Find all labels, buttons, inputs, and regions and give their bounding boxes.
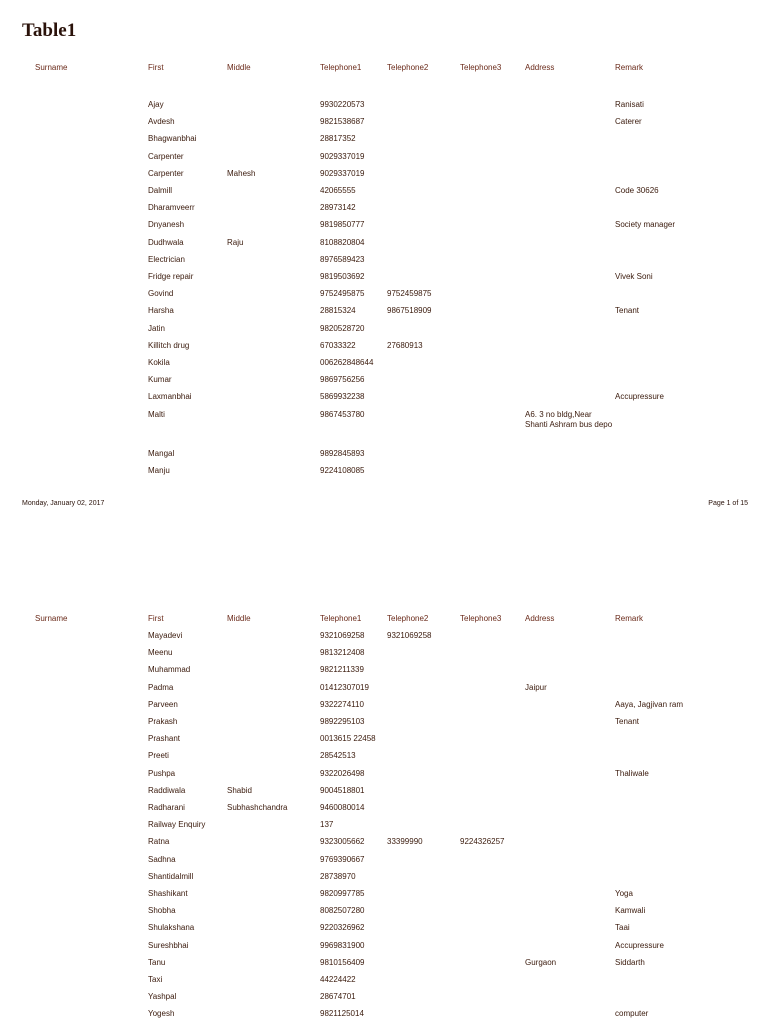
cell-remark: Accupressure — [615, 392, 664, 402]
column-header-address: Address — [525, 63, 555, 72]
cell-telephone1: 9869756256 — [320, 375, 365, 385]
cell-telephone2: 27680913 — [387, 340, 423, 350]
cell-telephone1: 9029337019 — [320, 168, 365, 178]
cell-first: Jatin — [148, 323, 165, 333]
cell-remark: Yoga — [615, 889, 633, 898]
cell-first: Electrician — [148, 254, 185, 264]
cell-first: Malti — [148, 409, 165, 419]
table-row — [0, 304, 768, 318]
cell-first: Killitch drug — [148, 340, 190, 350]
table-row — [0, 853, 768, 867]
cell-telephone1: 9819503692 — [320, 272, 365, 281]
table-row — [0, 698, 768, 712]
cell-telephone2: 9321069258 — [387, 631, 432, 640]
table-row — [0, 801, 768, 815]
footer-page-number: Page 1 of 15 — [708, 500, 748, 507]
cell-first: Dudhwala — [148, 237, 184, 247]
cell-telephone1: 9821125014 — [320, 1009, 364, 1019]
column-header-row — [0, 612, 768, 626]
cell-telephone1: 8082507280 — [320, 906, 365, 916]
table-row — [0, 956, 768, 970]
cell-remark: Siddarth — [615, 957, 645, 967]
cell-telephone1: 9820528720 — [320, 323, 365, 333]
table-row — [0, 887, 768, 901]
cell-telephone3: 9224326257 — [460, 837, 505, 847]
cell-telephone1: 9321069258 — [320, 631, 365, 640]
cell-telephone1: 9769390667 — [320, 854, 365, 864]
cell-first: Raddiwala — [148, 785, 186, 795]
cell-remark: Caterer — [615, 117, 642, 127]
cell-telephone1: 9460080014 — [320, 803, 365, 812]
cell-telephone1: 9969831900 — [320, 940, 365, 950]
cell-telephone1: 9322026498 — [320, 768, 365, 778]
cell-telephone2: 33399990 — [387, 837, 423, 847]
cell-first: Preeti — [148, 751, 169, 761]
cell-first: Radharani — [148, 803, 185, 812]
cell-telephone1: 9813212408 — [320, 648, 365, 658]
table-row — [0, 681, 768, 695]
cell-telephone1: 006262848644 — [320, 358, 374, 367]
table-row — [0, 236, 768, 250]
cell-remark: computer — [615, 1009, 649, 1019]
cell-remark: Tenant — [615, 717, 640, 726]
cell-remark: Thaliwale — [615, 768, 649, 778]
cell-remark: Code 30626 — [615, 186, 659, 195]
table-row — [0, 167, 768, 181]
table-row — [0, 921, 768, 935]
cell-telephone1: 9752495875 — [320, 289, 365, 299]
column-header-first: First — [148, 614, 164, 623]
table-row — [0, 218, 768, 232]
cell-first: Tanu — [148, 957, 166, 967]
table-row — [0, 973, 768, 987]
cell-first: Kumar — [148, 375, 172, 385]
cell-telephone1: 9821538687 — [320, 117, 365, 127]
cell-telephone1: 44224422 — [320, 975, 356, 984]
cell-telephone1: 28674701 — [320, 992, 356, 1002]
table-row — [0, 749, 768, 763]
cell-first: Muhammad — [148, 665, 191, 675]
cell-first: Pushpa — [148, 768, 176, 778]
cell-telephone1: 9892295103 — [320, 717, 365, 726]
table-row — [0, 784, 768, 798]
table-row — [0, 408, 768, 429]
cell-first: Railway Enquiry — [148, 820, 206, 830]
cell-telephone1: 9322274110 — [320, 699, 364, 709]
cell-middle: Raju — [227, 237, 244, 247]
cell-first: Mangal — [148, 449, 175, 458]
cell-first: Carpenter — [148, 151, 184, 161]
cell-remark: Accupressure — [615, 940, 664, 950]
cell-first: Shantidalmill — [148, 871, 194, 881]
cell-first: Yashpal — [148, 992, 177, 1002]
cell-telephone1: 9220326962 — [320, 923, 365, 933]
cell-telephone1: 9224108085 — [320, 466, 365, 475]
table-row — [0, 373, 768, 387]
cell-first: Padma — [148, 682, 174, 692]
column-header-address: Address — [525, 614, 555, 623]
cell-first: Manju — [148, 466, 170, 475]
column-header-telephone2: Telephone2 — [387, 614, 429, 623]
table-row — [0, 629, 768, 643]
table-row — [0, 287, 768, 301]
cell-telephone1: 8108820804 — [320, 237, 365, 247]
column-header-telephone2: Telephone2 — [387, 63, 429, 72]
cell-first: Mayadevi — [148, 631, 183, 640]
cell-telephone1: 9892845893 — [320, 449, 365, 458]
table-row — [0, 132, 768, 146]
column-header-surname: Surname — [35, 614, 68, 623]
table-row — [0, 339, 768, 353]
table-row — [0, 646, 768, 660]
cell-telephone1: 28542513 — [320, 751, 356, 761]
column-header-remark: Remark — [615, 614, 644, 623]
cell-first: Prakash — [148, 717, 178, 726]
cell-remark: Aaya, Jagjivan ram — [615, 699, 684, 709]
cell-telephone2: 9867518909 — [387, 306, 432, 316]
table-row — [0, 322, 768, 336]
cell-telephone1: 9810156409 — [320, 957, 365, 967]
cell-telephone1: 28815324 — [320, 306, 356, 316]
cell-telephone1: 5869932238 — [320, 392, 365, 402]
cell-telephone1: 9821211339 — [320, 665, 364, 675]
cell-first: Parveen — [148, 699, 178, 709]
cell-remark: Society manager — [615, 220, 676, 230]
table-row — [0, 115, 768, 129]
cell-telephone1: 9930220573 — [320, 100, 365, 109]
column-header-telephone1: Telephone1 — [320, 63, 362, 72]
cell-first: Avdesh — [148, 117, 175, 127]
cell-first: Fridge repair — [148, 272, 194, 281]
cell-telephone1: 8976589423 — [320, 254, 365, 264]
column-header-telephone1: Telephone1 — [320, 614, 362, 623]
cell-telephone1: 9029337019 — [320, 151, 365, 161]
table-row — [0, 184, 768, 198]
table-row — [0, 464, 768, 478]
table-row — [0, 767, 768, 781]
cell-first: Dnyanesh — [148, 220, 185, 230]
table-row — [0, 835, 768, 849]
table-row — [0, 870, 768, 884]
table-row — [0, 270, 768, 284]
cell-first: Dharamveerr — [148, 203, 195, 213]
cell-telephone1: 137 — [320, 820, 334, 830]
column-header-middle: Middle — [227, 614, 251, 623]
cell-telephone2: 9752459875 — [387, 289, 432, 299]
column-header-telephone3: Telephone3 — [460, 63, 502, 72]
cell-telephone1: 28973142 — [320, 203, 356, 213]
cell-telephone1: 28738970 — [320, 871, 356, 881]
cell-telephone1: 9867453780 — [320, 409, 365, 419]
cell-first: Bhagwanbhai — [148, 134, 197, 144]
cell-first: Govind — [148, 289, 174, 299]
cell-remark: Vivek Soni — [615, 272, 653, 281]
cell-first: Carpenter — [148, 168, 184, 178]
table-row — [0, 201, 768, 215]
table-row — [0, 150, 768, 164]
column-header-first: First — [148, 63, 164, 72]
cell-middle: Shabid — [227, 785, 252, 795]
table-row — [0, 818, 768, 832]
cell-first: Prashant — [148, 734, 181, 744]
cell-remark: Tenant — [615, 306, 640, 316]
table-row — [0, 990, 768, 1004]
cell-telephone1: 9323005662 — [320, 837, 365, 847]
cell-first: Laxmanbhai — [148, 392, 192, 402]
cell-remark: Kamwali — [615, 906, 646, 916]
table-row — [0, 447, 768, 461]
cell-first: Shashikant — [148, 889, 188, 898]
column-header-middle: Middle — [227, 63, 251, 72]
cell-address: A6. 3 no bldg,Near Shanti Ashram bus depo — [525, 409, 613, 429]
cell-first: Dalmill — [148, 186, 172, 195]
table-row — [0, 390, 768, 404]
cell-remark: Ranisati — [615, 100, 644, 109]
footer-date: Monday, January 02, 2017 — [22, 500, 105, 507]
column-header-remark: Remark — [615, 63, 644, 72]
cell-first: Shobha — [148, 906, 176, 916]
table-row — [0, 253, 768, 267]
cell-telephone1: 01412307019 — [320, 682, 369, 692]
table-row — [0, 732, 768, 746]
cell-first: Ratna — [148, 837, 170, 847]
table-row — [0, 98, 768, 112]
table-row — [0, 715, 768, 729]
cell-address: Jaipur — [525, 682, 547, 692]
column-header-surname: Surname — [35, 63, 68, 72]
cell-first: Harsha — [148, 306, 174, 316]
cell-middle: Subhashchandra — [227, 803, 288, 812]
cell-first: Taxi — [148, 975, 163, 984]
cell-telephone1: 9820997785 — [320, 889, 365, 898]
cell-first: Sadhna — [148, 854, 176, 864]
cell-first: Yogesh — [148, 1009, 175, 1019]
cell-telephone1: 42065555 — [320, 186, 356, 195]
cell-remark: Taai — [615, 923, 630, 933]
column-header-row — [0, 61, 768, 75]
cell-first: Ajay — [148, 100, 164, 109]
cell-first: Kokila — [148, 358, 170, 367]
cell-telephone1: 9819850777 — [320, 220, 365, 230]
cell-telephone1: 67033322 — [320, 340, 356, 350]
cell-telephone1: 0013615 22458 — [320, 734, 376, 744]
table-row — [0, 1007, 768, 1021]
table-row — [0, 904, 768, 918]
cell-telephone1: 9004518801 — [320, 785, 365, 795]
cell-first: Shulakshana — [148, 923, 195, 933]
table-row — [0, 663, 768, 677]
cell-middle: Mahesh — [227, 168, 256, 178]
table-row — [0, 939, 768, 953]
cell-first: Sureshbhai — [148, 940, 189, 950]
report-title: Table1 — [22, 20, 77, 41]
table-row — [0, 356, 768, 370]
cell-telephone1: 28817352 — [320, 134, 356, 144]
cell-first: Meenu — [148, 648, 173, 658]
column-header-telephone3: Telephone3 — [460, 614, 502, 623]
cell-address: Gurgaon — [525, 957, 557, 967]
